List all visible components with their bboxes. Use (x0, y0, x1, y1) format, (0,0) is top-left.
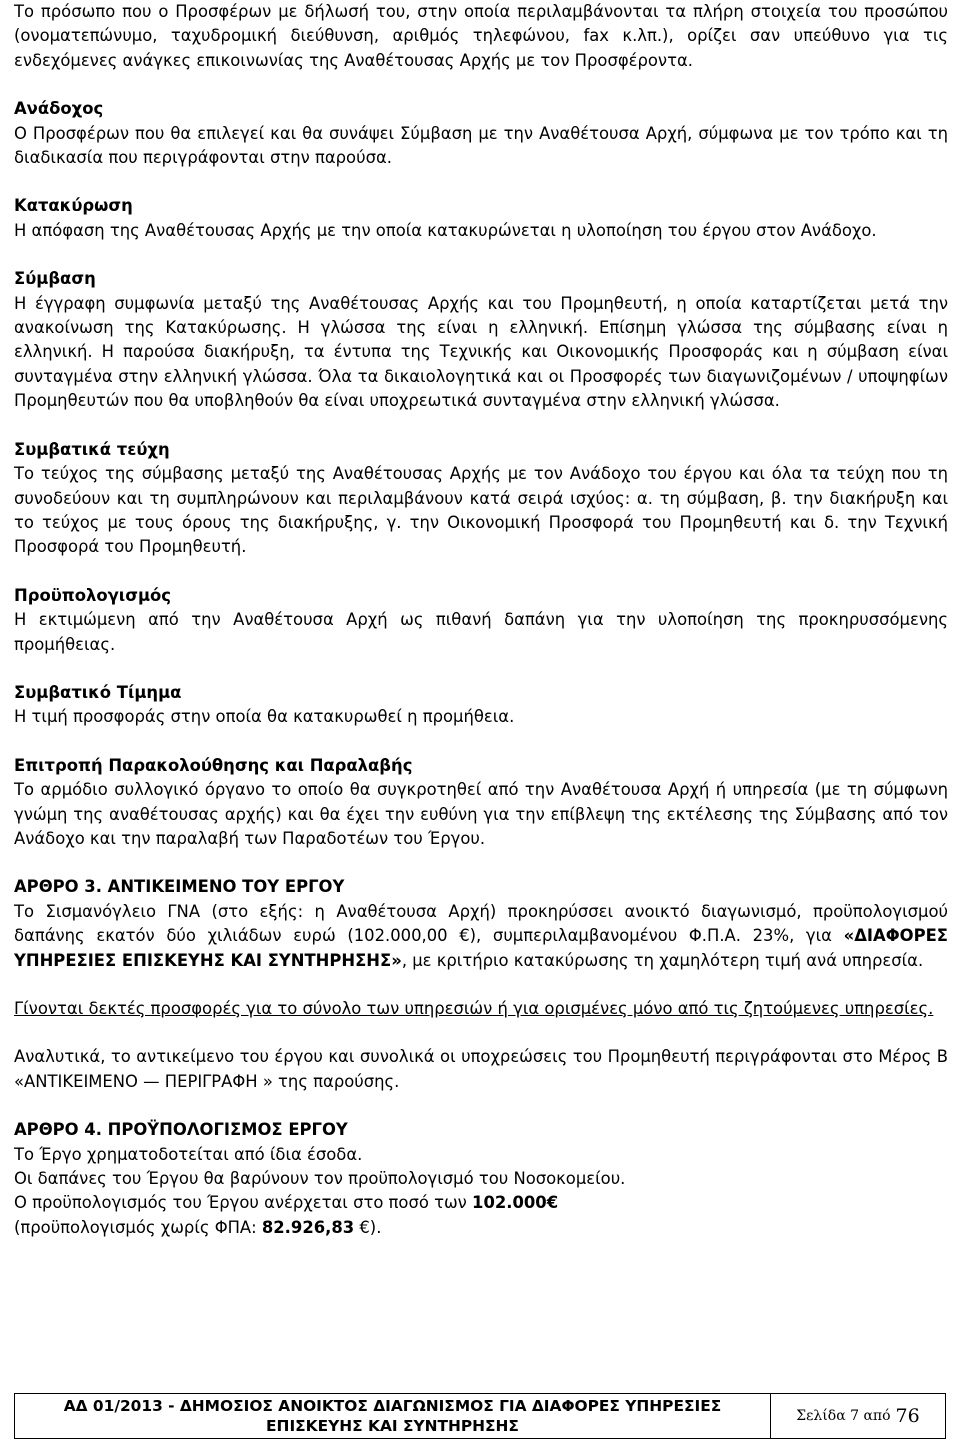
article-3-paragraph-3: Αναλυτικά, το αντικείμενο του έργου και συνολικά οι υποχρεώσεις του Προμηθευτή περιγράφονται στο Μέρος Β «ΑΝΤΙΚΕΙΜΕΝΟ — ΠΕΡΙΓΡΑΦΗ » της παρούσης. (14, 1047, 948, 1091)
page-number-label: Σελίδα 7 από (796, 1407, 891, 1424)
definition-text: Το τεύχος της σύμβασης μεταξύ της Αναθέτουσας Αρχής με τον Ανάδοχο του έργου και όλα τα τεύχη που τη συνοδεύουν και τη συμπληρώνουν και περιλαμβάνουν κατά σειρά ισχύος: α. τη σύμβαση, β. την διακήρυξη και το τεύχος με τους όρους της διακήρυξης, γ. την Οικονομική Προσφορά του Προμηθευτή και δ. την Τεχνική Προσφορά του Προμηθευτή. (14, 464, 948, 557)
budget-amount: 102.000€ (472, 1193, 559, 1213)
definition-symvatiko-timima (14, 681, 948, 730)
definition-text: Η έγγραφη συμφωνία μεταξύ της Αναθέτουσας Αρχής και του Προμηθευτή, η οποία καταρτίζεται μετά την ανακοίνωση της Κατακύρωσης. Η γλώσσα της είναι η ελληνική. Επίσημη γλώσσα της σύμβασης είναι η ελληνική. Η παρούσα διακήρυξη, τα έντυπα της Τεχνικής και Οικονομικής Προσφοράς και η σύμβαση είναι συνταγμένα στην ελληνική γλώσσα. Όλα τα δικαιολογητικά και οι Προσφορές των διαγωνιζομένων / υποψηφίων Προμηθευτών που θα υποβληθούν θα είναι υποχρεωτικά συνταγμένα στην ελληνική γλώσσα. (14, 293, 948, 411)
footer-title-line-2: ΕΠΙΣΚΕΥΗΣ ΚΑΙ ΣΥΝΤΗΡΗΣΗΣ (266, 1417, 519, 1435)
definition-symvasi (14, 267, 948, 413)
definition-katakyrosi (14, 194, 948, 243)
page-number (771, 1394, 945, 1438)
budget-text: Ο προϋπολογισμός του Έργου ανέρχεται στο ποσό των (14, 1193, 473, 1213)
article-3-paragraph-2: Γίνονται δεκτές προσφορές για το σύνολο των υπηρεσιών ή για ορισμένες μόνο από τις ζητούμενες υπηρεσίες. (14, 999, 934, 1018)
definition-text: Η απόφαση της Αναθέτουσας Αρχής με την οποία κατακυρώνεται η υλοποίηση του έργου στον Ανάδοχο. (14, 220, 877, 240)
definition-proypologismos (14, 584, 948, 657)
page-footer (14, 1393, 946, 1439)
budget-net-suffix: €). (354, 1217, 382, 1237)
definition-anadoxos (14, 97, 948, 170)
definition-term: Επιτροπή Παρακολούθησης και Παραλαβής (14, 755, 413, 775)
definition-term: Σύμβαση (14, 269, 96, 289)
service-title: «ΔΙΑΦΟΡΕΣ ΥΠΗΡΕΣΙΕΣ ΕΠΙΣΚΕΥΗΣ ΚΑΙ ΣΥΝΤΗΡΗΣΗΣ» (14, 926, 948, 970)
article-4-number: ΑΡΘΡΟ 4. (14, 1120, 102, 1140)
definition-term: Ανάδοχος (14, 99, 104, 119)
definition-text: Το αρμόδιο συλλογικό όργανο το οποίο θα συγκροτηθεί από την Αναθέτουσα Αρχή ή υπηρεσία (με τη σύμφωνη γνώμη της αναθέτουσας αρχής) και θα έχει την ευθύνη για την επίβλεψη της εκτέλεσης της Σύμβασης από τον Ανάδοχο και την παραλαβή των Παραδοτέων του Έργου. (14, 780, 948, 848)
article-3-text-end: , με κριτήριο κατακύρωσης τη χαμηλότερη τιμή ανά υπηρεσία. (401, 950, 924, 970)
budget-net-text: (προϋπολογισμός χωρίς ΦΠΑ: (14, 1217, 262, 1237)
definition-text: Ο Προσφέρων που θα επιλεγεί και θα συνάψει Σύμβαση με την Αναθέτουσα Αρχή, σύμφωνα με τον τρόπο και τη διαδικασία που περιγράφονται στην παρούσα. (14, 123, 948, 168)
budget-net-amount: 82.926,83 (261, 1217, 355, 1237)
article-4-line-1: Το Έργο χρηματοδοτείται από ίδια έσοδα. (14, 1144, 363, 1164)
article-3-text: Το Σισμανόγλειο ΓΝΑ (στο εξής: η Αναθέτουσα Αρχή) προκηρύσσει ανοικτό διαγωνισμό, προϋπολογισμού δαπάνης εκατόν δύο χιλιάδων ευρώ (102.000,00 €), συμπεριλαμβανομένου Φ.Π.Α. 23%, για (14, 901, 948, 946)
article-4-heading (14, 1118, 948, 1142)
article-3-title: ΑΝΤΙΚΕΙΜΕΝΟ ΤΟΥ ΕΡΓΟΥ (107, 877, 345, 897)
definition-symvatika-tefxi (14, 438, 948, 560)
footer-title-line-1: ΑΔ 01/2013 - ΔΗΜΟΣΙΟΣ ΑΝΟΙΚΤΟΣ ΔΙΑΓΩΝΙΣΜΟΣ ΓΙΑ ΔΙΑΦΟΡΕΣ ΥΠΗΡΕΣΙΕΣ (63, 1397, 722, 1415)
article-4-line-4 (14, 1216, 948, 1240)
article-4-title: ΠΡΟΫΠΟΛΟΓΙΣΜΟΣ ΕΡΓΟΥ (107, 1120, 348, 1140)
article-4 (14, 1118, 948, 1240)
article-3-paragraph-1 (14, 900, 948, 973)
footer-title (15, 1394, 771, 1438)
page-total: 76 (895, 1404, 920, 1427)
article-3-number: ΑΡΘΡΟ 3. (14, 877, 102, 897)
article-4-line-2: Οι δαπάνες του Έργου θα βαρύνουν τον προϋπολογισμό του Νοσοκομείου. (14, 1169, 626, 1189)
article-3 (14, 875, 948, 1094)
article-4-line-3 (14, 1191, 948, 1215)
intro-paragraph: Το πρόσωπο που ο Προσφέρων με δήλωσή του, στην οποία περιλαμβάνονται τα πλήρη στοιχεία του προσώπου (ονοματεπώνυμο, ταχυδρομική διεύθυνση, αριθμός τηλεφώνου, fax κ.λπ.), ορίζει σαν υπεύθυνο για τις ενδεχόμενες ανάγκες επικοινωνίας της Αναθέτουσας Αρχής με τον Προσφέροντα. (14, 2, 948, 70)
definition-term: Κατακύρωση (14, 196, 133, 216)
article-3-heading (14, 875, 948, 899)
definition-epitropi (14, 754, 948, 852)
definition-term: Συμβατικό Τίμημα (14, 682, 182, 702)
definition-text: Η εκτιμώμενη από την Αναθέτουσα Αρχή ως πιθανή δαπάνη για την υλοποίηση της προκηρυσσόμενης προμήθειας. (14, 610, 948, 654)
definition-term: Προϋπολογισμός (14, 585, 171, 605)
definition-term: Συμβατικά τεύχη (14, 439, 170, 459)
document-page (14, 0, 948, 1240)
definition-text: Η τιμή προσφοράς στην οποία θα κατακυρωθεί η προμήθεια. (14, 707, 515, 727)
